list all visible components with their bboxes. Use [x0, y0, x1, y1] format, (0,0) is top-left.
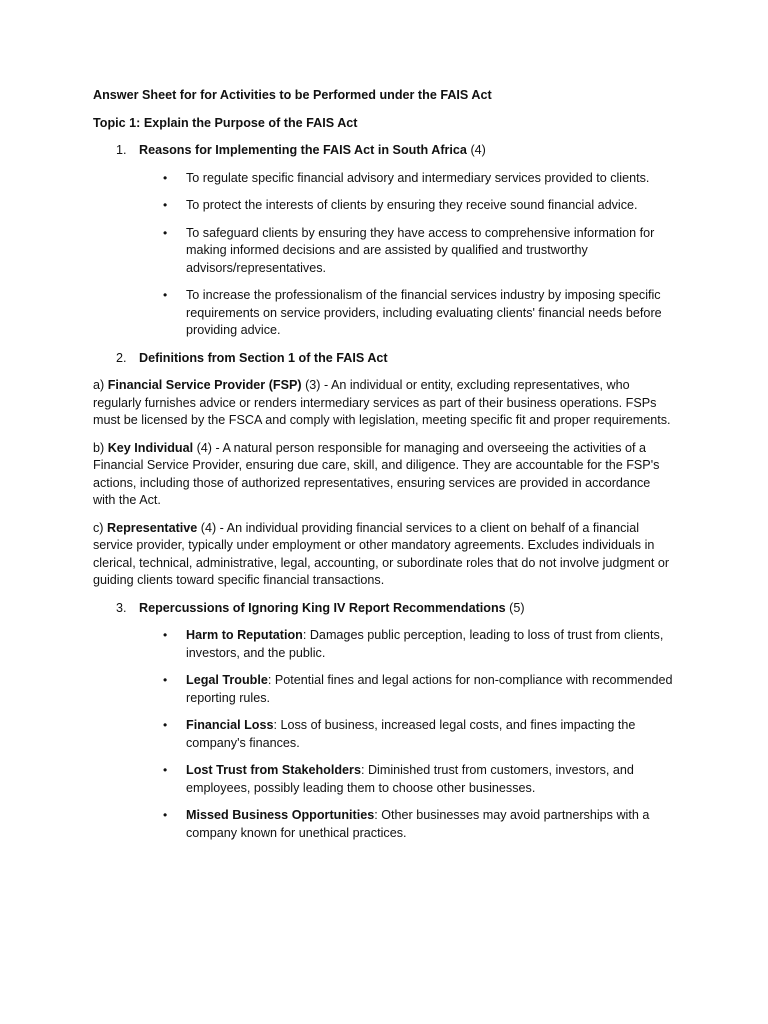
- list-item-term: Missed Business Opportunities: [186, 808, 375, 822]
- list-item: [93, 627, 676, 662]
- section-3-number: 3.: [116, 600, 127, 615]
- list-item: [93, 672, 676, 707]
- section-3-marks: (5): [505, 600, 525, 615]
- list-item-text: : Loss of business, increased legal costs, and fines impacting the company's finances.: [186, 718, 636, 750]
- section-2-number: 2.: [116, 350, 127, 365]
- section-2-title: Definitions from Section 1 of the FAIS Act: [139, 350, 388, 365]
- list-item: [93, 287, 676, 340]
- bullet-icon: •: [163, 673, 168, 687]
- list-item: [93, 807, 676, 842]
- list-item-text: : Damages public perception, leading to loss of trust from clients, investors, and the public.: [186, 628, 664, 660]
- list-item-text: To safeguard clients by ensuring they have access to comprehensive information for making informed decisions and are assisted by qualified and trustworthy advisors/representatives.: [186, 225, 655, 275]
- bullet-icon: •: [163, 170, 168, 185]
- definition-text: (4) - A natural person responsible for managing and overseeing the activities of a Financial Service Provider, ensuring due care, skill, and diligence. They are accountable for the FSP's actions, including those of authorized representatives, ensuring services are provided in accordance with the Act.: [93, 440, 660, 507]
- list-item: [93, 170, 676, 188]
- list-item: [93, 197, 676, 215]
- definition-key-individual: [93, 440, 676, 510]
- bullet-icon: •: [163, 198, 168, 212]
- definition-representative: [93, 520, 676, 590]
- bullet-icon: •: [163, 763, 168, 777]
- section-3-title: Repercussions of Ignoring King IV Report Recommendations: [139, 600, 506, 615]
- list-item-text: : Potential fines and legal actions for non-compliance with recommended reporting rules.: [186, 673, 673, 705]
- list-item-text: : Other businesses may avoid partnerships with a company known for unethical practices.: [186, 808, 650, 840]
- definition-term: Representative: [107, 520, 198, 535]
- section-1-heading: [93, 142, 676, 160]
- definition-prefix: a): [93, 378, 108, 392]
- document-title: Answer Sheet for for Activities to be Performed under the FAIS Act: [93, 88, 492, 102]
- list-item-text: To regulate specific financial advisory and intermediary services provided to clients.: [186, 170, 650, 185]
- topic-heading: Topic 1: Explain the Purpose of the FAIS Act: [93, 115, 358, 130]
- definition-term: Key Individual: [107, 440, 194, 455]
- definition-prefix: c): [93, 520, 107, 535]
- section-3-heading: [93, 600, 676, 618]
- bullet-icon: •: [163, 288, 168, 302]
- section-3-list: [93, 627, 676, 842]
- list-item-term: Harm to Reputation: [186, 628, 303, 642]
- section-1-number: 1.: [116, 143, 127, 157]
- list-item-text: : Diminished trust from customers, investors, and employees, possibly leading them to choose other businesses.: [186, 763, 634, 795]
- list-item-term: Lost Trust from Stakeholders: [186, 763, 361, 777]
- list-item: [93, 717, 676, 752]
- section-1-marks: (4): [466, 143, 486, 157]
- list-item-text: To increase the professionalism of the financial services industry by imposing specific requirements on service providers, including evaluating clients' financial needs before providing advice.: [186, 288, 662, 337]
- bullet-icon: •: [163, 628, 168, 642]
- bullet-icon: •: [163, 808, 168, 822]
- definition-term: Financial Service Provider (FSP): [107, 378, 302, 392]
- definition-text: (4) - An individual providing financial services to a client on behalf of a financial service provider, typically under employment or other mandatory agreements. Excludes individuals in clerical, technical, administrative, legal, accounting, or subordinate roles that do not involve judgment or guiding clients toward specific financial transactions.: [93, 520, 670, 587]
- list-item: [93, 762, 676, 797]
- section-1-title: Reasons for Implementing the FAIS Act in South Africa: [139, 143, 467, 157]
- list-item: [93, 225, 676, 278]
- section-1-list: [93, 170, 676, 340]
- definition-text: (3) - An individual or entity, excluding representatives, who regularly furnishes advice or renders intermediary services as part of their business operations. FSPs must be licensed by the FSCA and comply with legislation, meeting specific fit and proper requirements.: [93, 378, 671, 427]
- list-item-text: To protect the interests of clients by ensuring they receive sound financial advice.: [186, 198, 638, 212]
- list-item-term: Financial Loss: [186, 718, 274, 732]
- definition-prefix: b): [93, 440, 108, 455]
- section-2-heading: [93, 350, 676, 368]
- bullet-icon: •: [163, 718, 168, 732]
- list-item-term: Legal Trouble: [186, 673, 268, 687]
- definition-fsp: [93, 377, 676, 430]
- bullet-icon: •: [163, 225, 168, 240]
